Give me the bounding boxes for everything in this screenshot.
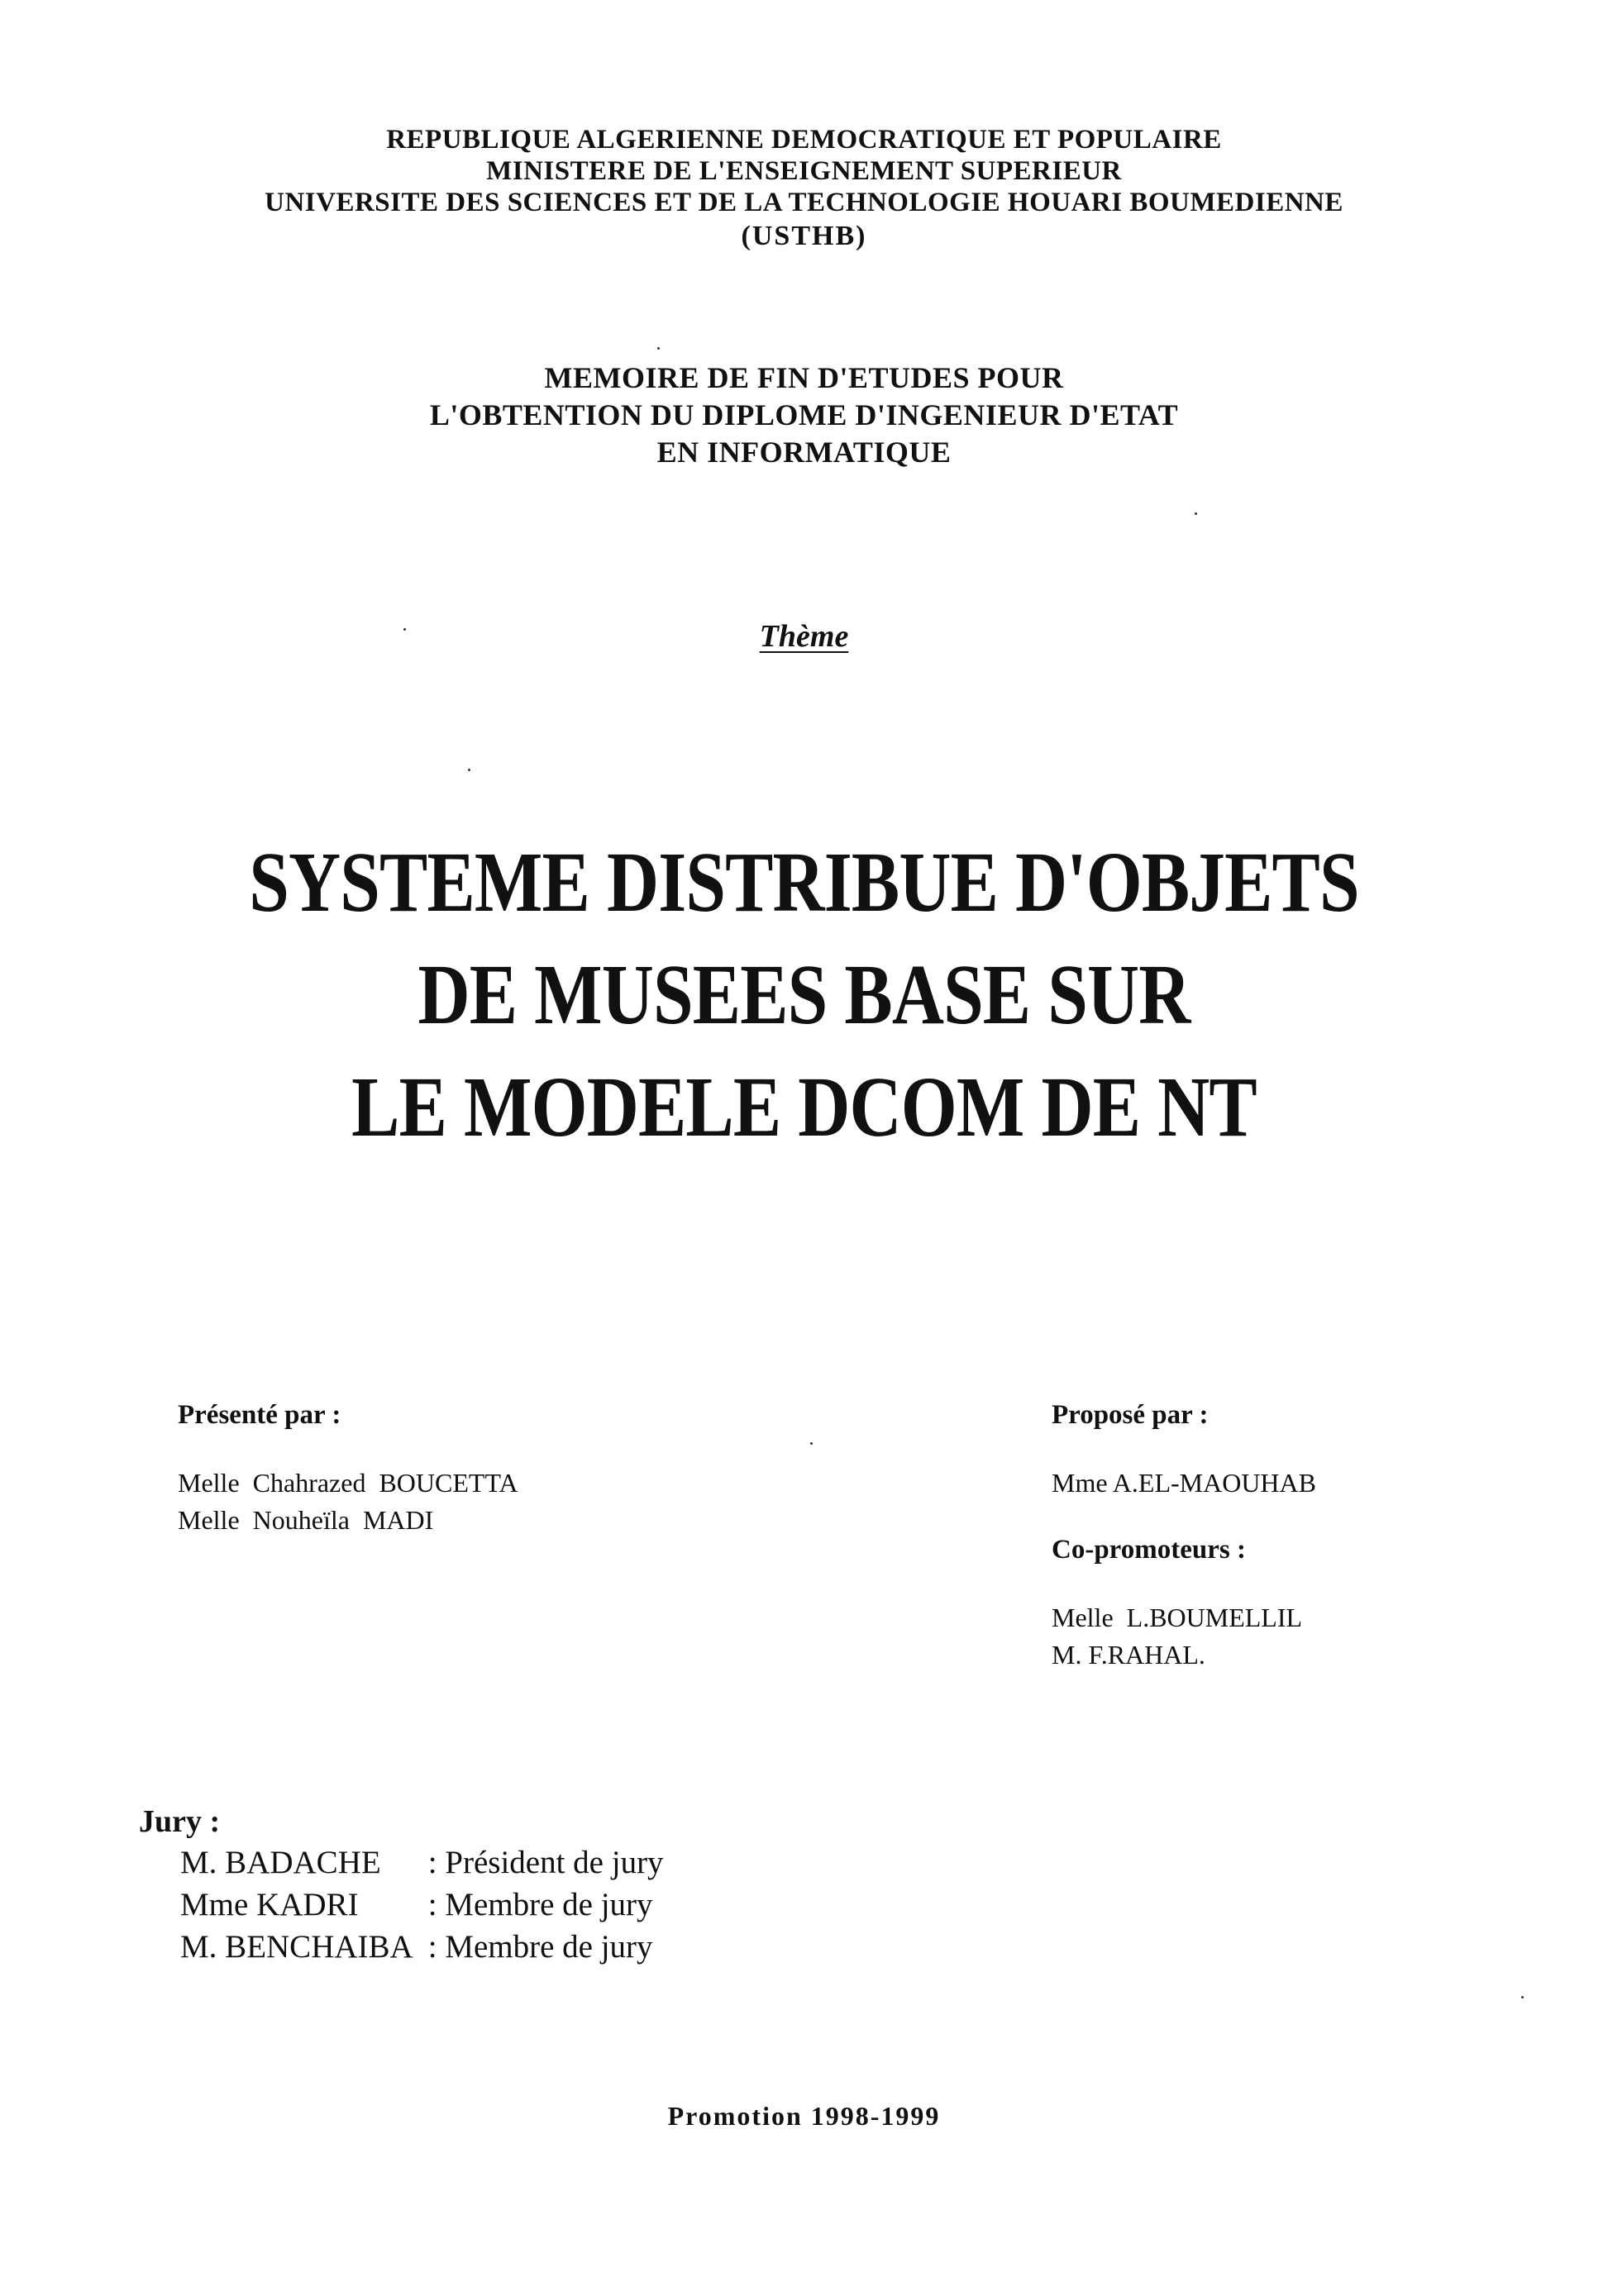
theme-label [0, 618, 1608, 655]
promotion-year: Promotion 1998-1999 [667, 2101, 941, 2131]
copromoteurs-list [1052, 1599, 1564, 1674]
scan-speck [1195, 512, 1197, 515]
memoire-line-2: L'OBTENTION DU DIPLOME D'INGENIEUR D'ETAT [429, 398, 1179, 431]
scan-speck [657, 347, 660, 350]
scan-speck [468, 769, 470, 771]
jury-member-name: M. BENCHAIBA [180, 1929, 413, 1965]
jury-table [180, 1841, 664, 1968]
theme-label-text: Thème [759, 619, 849, 654]
supervisor-name: Mme A.EL-MAOUHAB [1052, 1468, 1316, 1498]
memoire-line-3: EN INFORMATIQUE [656, 436, 952, 469]
proposed-by-block [1052, 1398, 1564, 1674]
jury-row [180, 1926, 664, 1968]
student-name: Melle Nouheïla MADI [178, 1505, 434, 1535]
scan-speck [810, 1442, 813, 1445]
header-republic: REPUBLIQUE ALGERIENNE DEMOCRATIQUE ET POPULAIRE [386, 125, 1222, 155]
scan-speck [403, 628, 406, 631]
title-line-3: LE MODELE DCOM DE NT [351, 1060, 1257, 1155]
header-university: UNIVERSITE DES SCIENCES ET DE LA TECHNOLOGIE HOUARI BOUMEDIENNE [265, 188, 1343, 217]
jury-block [139, 1802, 883, 1968]
jury-row [180, 1884, 664, 1926]
header-ministry: MINISTERE DE L'ENSEIGNEMENT SUPERIEUR [486, 156, 1122, 186]
students-list [178, 1465, 756, 1539]
copromoteur-name: M. F.RAHAL. [1052, 1640, 1205, 1670]
jury-member-role: : Président de jury [427, 1845, 664, 1880]
thesis-title [129, 826, 1480, 1164]
memoire-line-1: MEMOIRE DE FIN D'ETUDES POUR [544, 361, 1064, 394]
title-line-1: SYSTEME DISTRIBUE D'OBJETS [249, 835, 1359, 930]
proposed-by-label: Proposé par : [1052, 1400, 1209, 1430]
student-name: Melle Chahrazed BOUCETTA [178, 1468, 518, 1498]
jury-member-name: M. BADACHE [180, 1845, 381, 1880]
copromoteurs-label: Co-promoteurs : [1052, 1535, 1246, 1565]
header-acronym: (USTHB) [741, 221, 867, 251]
copromoteur-name: Melle L.BOUMELLIL [1052, 1603, 1303, 1632]
jury-member-role: : Membre de jury [427, 1887, 653, 1922]
memoire-block [0, 360, 1608, 471]
jury-label: Jury : [139, 1804, 221, 1839]
institution-header [0, 124, 1608, 255]
jury-row [180, 1841, 664, 1884]
jury-member-name: Mme KADRI [180, 1887, 359, 1922]
supervisor-list [1052, 1465, 1564, 1502]
title-line-2: DE MUSEES BASE SUR [418, 947, 1190, 1042]
scan-speck [1521, 1996, 1524, 1998]
jury-member-role: : Membre de jury [427, 1929, 653, 1965]
presented-by-block [178, 1398, 756, 1539]
presented-by-label: Présenté par : [178, 1400, 341, 1430]
